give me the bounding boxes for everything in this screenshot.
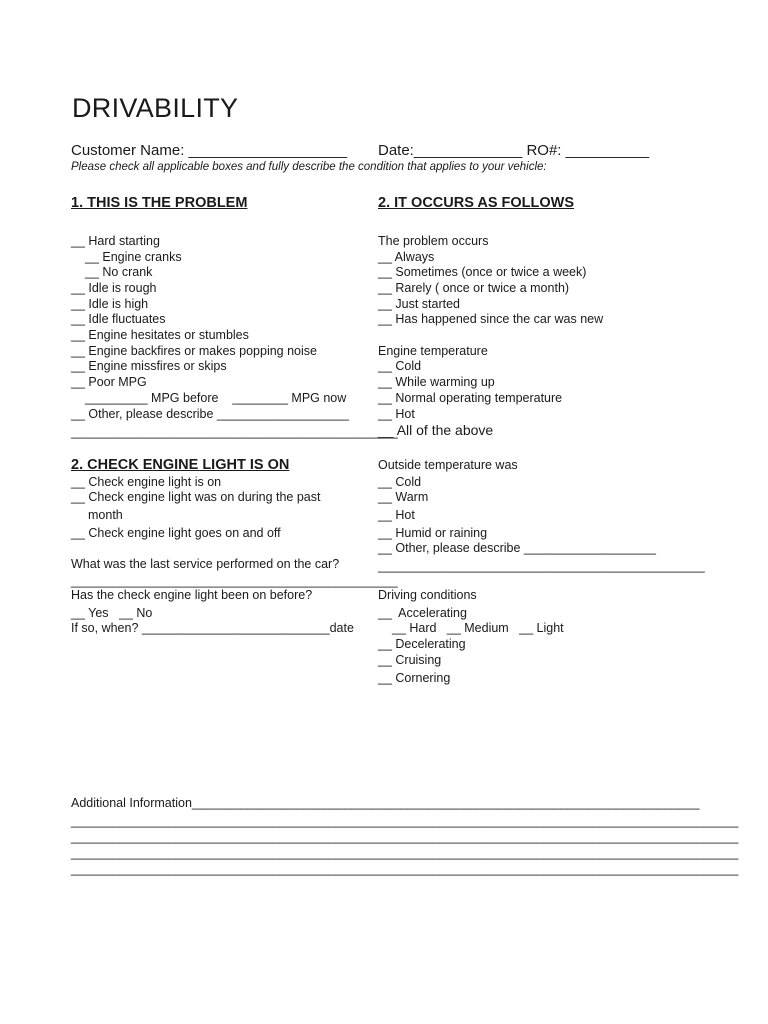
checkbox-outside-warm[interactable]: __ Warm (378, 490, 429, 504)
checkbox-humid-raining[interactable]: __ Humid or raining (378, 526, 488, 540)
checkbox-cel-on-off[interactable]: __ Check engine light goes on and off (71, 526, 281, 540)
page-title: DRIVABILITY (72, 93, 239, 123)
additional-line[interactable]: ________________________________________________________________________________________________ (71, 846, 739, 860)
checkbox-hesitates[interactable]: __ Engine hesitates or stumbles (71, 328, 249, 342)
instructions: Please check all applicable boxes and fully describe the condition that applies to your vehicle: (71, 161, 547, 173)
additional-line[interactable]: ________________________________________________________________________________________________ (71, 814, 739, 828)
checkbox-since-new[interactable]: __ Has happened since the car was new (378, 312, 604, 326)
other-problem-line[interactable]: _______________________________________________ (71, 425, 398, 439)
checkbox-no-crank[interactable]: __ No crank (85, 265, 153, 279)
checkbox-cel-past-month[interactable]: __ Check engine light was on during the past (71, 490, 321, 504)
checkbox-engine-cranks[interactable]: __ Engine cranks (85, 250, 182, 264)
checkbox-poor-mpg[interactable]: __ Poor MPG (71, 375, 147, 389)
checkbox-idle-fluctuates[interactable]: __ Idle fluctuates (71, 312, 166, 326)
occurs-label: The problem occurs (378, 234, 489, 248)
acceleration-intensity[interactable]: __ Hard __ Medium __ Light (392, 621, 564, 635)
checkbox-rarely[interactable]: __ Rarely ( once or twice a month) (378, 281, 570, 295)
checkbox-engine-hot[interactable]: __ Hot (378, 407, 415, 421)
engine-temp-label: Engine temperature (378, 344, 488, 358)
last-service-line[interactable]: _______________________________________________ (71, 574, 398, 588)
checkbox-just-started[interactable]: __ Just started (378, 297, 460, 311)
checkbox-cel-on[interactable]: __ Check engine light is on (71, 475, 222, 489)
checkbox-idle-rough[interactable]: __ Idle is rough (71, 281, 157, 295)
checkbox-missfires[interactable]: __ Engine missfires or skips (71, 359, 227, 373)
additional-info-field[interactable]: Additional Information_________________________________________________________________________ (71, 796, 700, 810)
checkbox-cornering[interactable]: __ Cornering (378, 671, 451, 685)
checkbox-engine-cold[interactable]: __ Cold (378, 359, 422, 373)
section-problem-heading: 1. THIS IS THE PROBLEM (71, 195, 248, 211)
checkbox-normal-temp[interactable]: __ Normal operating temperature (378, 391, 563, 405)
checkbox-outside-hot[interactable]: __ Hot (378, 508, 415, 522)
checkbox-accelerating[interactable]: __ Accelerating (378, 606, 467, 620)
outside-temp-label: Outside temperature was (378, 458, 518, 472)
cel-before-question: Has the check engine light been on before? (71, 588, 313, 602)
additional-line[interactable]: ________________________________________________________________________________________________ (71, 830, 739, 844)
yes-no-checkboxes[interactable]: __ Yes __ No (71, 606, 153, 620)
checkbox-idle-high[interactable]: __ Idle is high (71, 297, 149, 311)
checkbox-warming-up[interactable]: __ While warming up (378, 375, 495, 389)
section-check-engine-heading: 2. CHECK ENGINE LIGHT IS ON (71, 457, 290, 473)
checkbox-outside-other[interactable]: __ Other, please describe ___________________ (378, 541, 657, 555)
checkbox-backfires[interactable]: __ Engine backfires or makes popping noise (71, 344, 317, 358)
last-service-question: What was the last service performed on the car? (71, 557, 340, 571)
customer-name-field[interactable]: Customer Name: ___________________ (71, 142, 348, 159)
checkbox-other-problem[interactable]: __ Other, please describe ___________________ (71, 407, 350, 421)
checkbox-decelerating[interactable]: __ Decelerating (378, 637, 466, 651)
if-so-when-field[interactable]: If so, when? ___________________________date (71, 621, 354, 635)
checkbox-sometimes[interactable]: __ Sometimes (once or twice a week) (378, 265, 587, 279)
outside-other-line[interactable]: _______________________________________________ (378, 559, 705, 573)
date-ro-field[interactable]: Date:_____________ RO#: __________ (378, 142, 650, 159)
checkbox-cruising[interactable]: __ Cruising (378, 653, 442, 667)
additional-line[interactable]: ________________________________________________________________________________________________ (71, 862, 739, 876)
section-occurs-heading: 2. IT OCCURS AS FOLLOWS (378, 195, 575, 211)
checkbox-all-above[interactable]: __ All of the above (378, 422, 494, 438)
cel-past-month-continued: month (88, 508, 123, 522)
mpg-fields[interactable]: _________ MPG before ________ MPG now (85, 391, 347, 405)
checkbox-outside-cold[interactable]: __ Cold (378, 475, 422, 489)
driving-conditions-label: Driving conditions (378, 588, 477, 602)
checkbox-always[interactable]: __ Always (378, 250, 435, 264)
checkbox-hard-starting[interactable]: __ Hard starting (71, 234, 160, 248)
